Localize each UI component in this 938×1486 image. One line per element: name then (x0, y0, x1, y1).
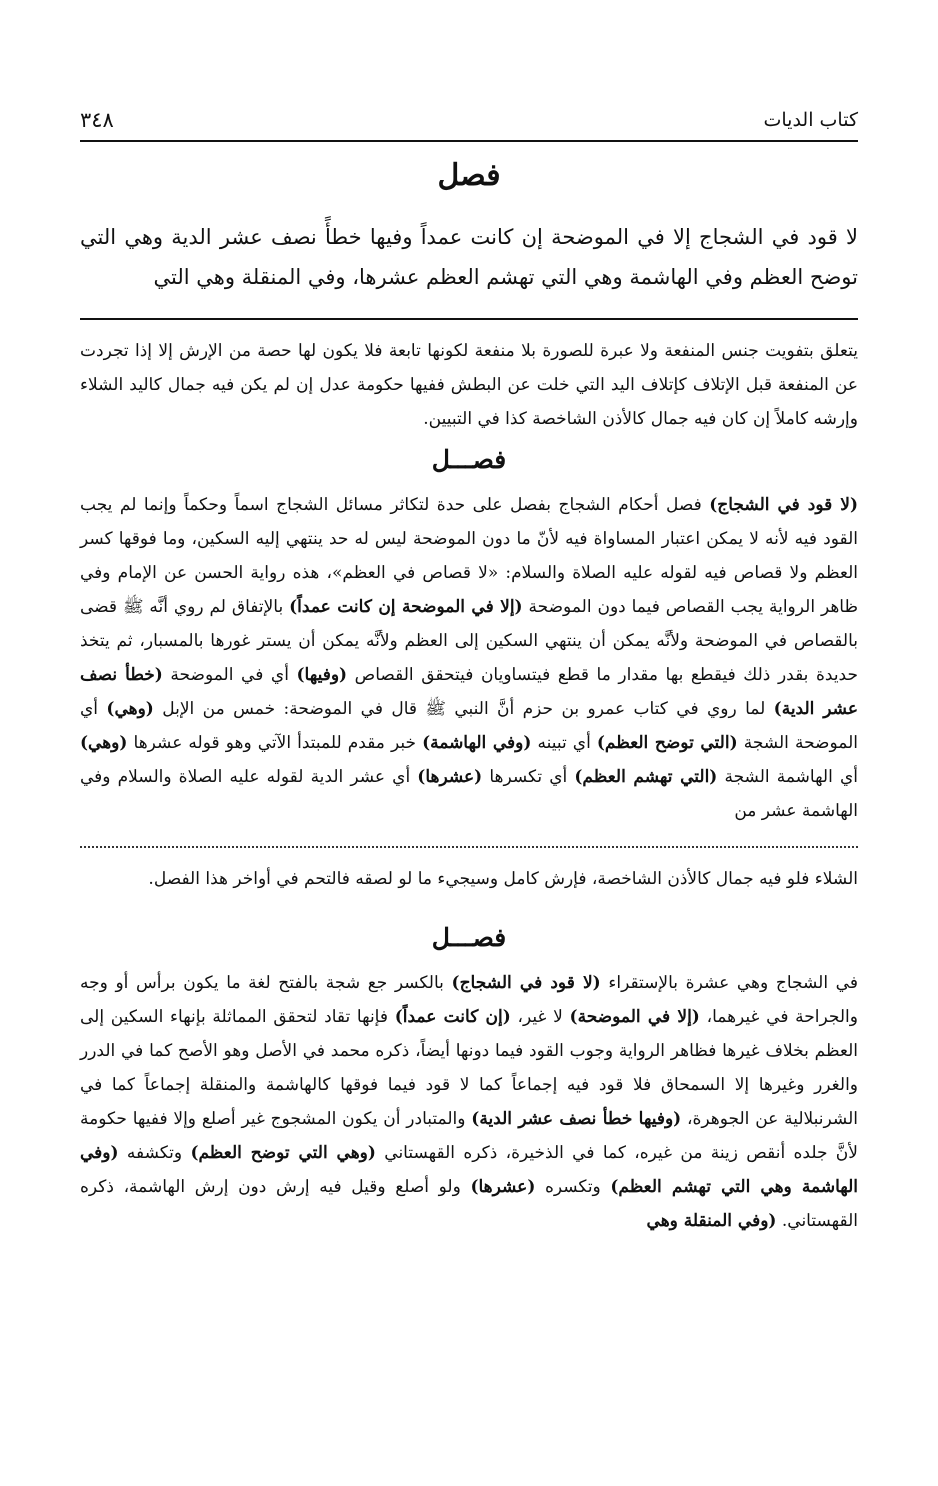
commentary-text: أي الهاشمة الشجة (717, 767, 858, 787)
dotted-divider (80, 846, 858, 848)
gloss-paragraph (80, 966, 858, 1238)
commentary-text: لما روي في كتاب عمرو بن حزم أنَّ النبي ﷺ قال في الموضحة: خمس من الإبل (153, 699, 774, 719)
quoted-phrase: (لا قود في الشجاج) (451, 973, 601, 993)
commentary-text: أي عشر الدية لقوله عليه الصلاة والسلام وفي الهاشمة عشر من (80, 767, 858, 821)
quoted-phrase: (التي تهشم العظم) (574, 767, 718, 787)
page-number: ٣٤٨ (80, 108, 114, 132)
gloss-text: بالكسر جع شجة بالفتح لغة ما يكون برأس أو وجه والجراحة في غيرهما، (80, 973, 858, 1027)
commentary-text: أي تكسرها (482, 767, 575, 787)
quoted-phrase: (عشرها) (470, 1177, 536, 1197)
gloss-text: في الشجاج وهي عشرة بالإستقراء (600, 973, 858, 993)
main-text-divider (80, 318, 858, 320)
quoted-phrase: (وهي) (106, 699, 154, 719)
gloss-text: ولو أصلع وقيل فيه إرش دون إرش الهاشمة، ذكره القهستاني. (80, 1177, 858, 1231)
commentary-text: أي تبينه (531, 733, 597, 753)
footnote-text: الشلاء فلو فيه جمال كالأذن الشاخصة، فإرش كامل وسيجيء ما لو لصقه فالتحم في أواخر هذا الفصل. (148, 869, 858, 889)
quoted-phrase: (خطأ نصف عشر الدية) (80, 665, 858, 719)
quoted-phrase: (وفي الهاشمة وهي التي تهشم العظم) (80, 1143, 858, 1197)
gloss-text: لا غير، (510, 1007, 570, 1027)
section-heading-commentary: فصـــل (431, 445, 507, 474)
commentary-text: أي الموضحة الشجة (80, 699, 858, 753)
quoted-phrase: (إلا في الموضحة إن كانت عمداً) (289, 597, 523, 617)
commentary-text: فصل أحكام الشجاج بفصل على حدة لتكاثر مسائل الشجاج اسماً وحكماً وإنما لم يجب القود فيه لأنه لا يمكن اعتبار المساواة فيه لأنّ ما دون الموضحة ليس له حد ينتهي إليه السكين، وما فوقها كسر العظم ولا قصاص فيه لقوله عليه الصلاة والسلام: «لا قصاص في العظم»، هذه رواية الحسن عن الإمام وفي ظاهر الرواية يجب القصاص فيما دون الموضحة (80, 495, 859, 617)
footnote-continued: يتعلق بتفويت جنس المنفعة ولا عبرة للصورة بلا منفعة لكونها تابعة فلا يكون لها حصة من الإرش إلا إذا تجردت عن المنفعة قبل الإتلاف كإتلاف اليد التي خلت عن البطش ففيها حكومة عدل إن لم يكن فيه جمال كاليد الشلاء وإرشه كاملاً إن كان فيه جمال كالأذن الشاخصة كذا في التبيين. (80, 341, 858, 429)
commentary-text: خبر مقدم للمبتدأ الآتي وهو قوله عشرها (127, 733, 423, 753)
book-page (80, 100, 858, 1238)
quoted-phrase: (لا قود في الشجاج) (709, 495, 858, 515)
gloss-text: وتكشفه (118, 1143, 191, 1163)
page-header (80, 100, 858, 142)
quoted-phrase: (وهي) (80, 733, 128, 753)
gloss-text: فإنها تقاد لتحقق المماثلة بإنهاء السكين إلى العظم بخلاف غيرها فظاهر الرواية وجوب القود فيما دونها أيضاً، ذكره محمد في الأصل وهو الأصح كما في الدرر والغرر وغيرها إلا السمحاق فلا قود فيه إجماعاً كما لا قود فيما فوقها كالهاشمة والمنقلة إجماعاً كما في الشرنبلالية عن الجوهرة، (80, 1007, 858, 1129)
commentary-text: بالإتفاق لم روي أنَّه ﷺ قضى بالقصاص في الموضحة ولأنَّه يمكن أن ينتهي السكين إلى العظم ولأنَّه يمكن أن يستر غورها بالمسبار، ثم يتخذ حديدة بقدر ذلك فيقطع بها مقدار ما قطع فيتساويان فيتحقق القصاص (80, 597, 858, 685)
quoted-phrase: (وفيها خطأ نصف عشر الدية) (471, 1109, 682, 1129)
commentary-paragraph (80, 488, 858, 828)
quoted-phrase: (وفيها) (296, 665, 348, 685)
section-heading-gloss: فصـــل (431, 923, 507, 952)
quoted-phrase: (عشرها) (417, 767, 483, 787)
commentary-text: أي في الموضحة (162, 665, 297, 685)
book-title: كتاب الديات (763, 109, 858, 131)
quoted-phrase: (إن كانت عمداً) (394, 1007, 511, 1027)
gloss-text: والمتبادر أن يكون المشجوج غير أصلع وإلا ففيها حكومة لأنَّ جلده أنقص زينة من غيره، كما في الذخيرة، ذكره القهستاني (80, 1109, 858, 1163)
quoted-phrase: (إلا في الموضحة) (569, 1007, 700, 1027)
section-heading-main: فصل (437, 158, 501, 193)
gloss-text: وتكسره (535, 1177, 611, 1197)
main-text: لا قود في الشجاج إلا في الموضحة إن كانت عمداً وفيها خطأً نصف عشر الدية وهي التي توضح العظم وفي الهاشمة وهي التي تهشم العظم عشرها، وفي المنقلة وهي التي (80, 225, 858, 289)
quoted-phrase: (وفي الهاشمة) (422, 733, 532, 753)
quoted-phrase: (التي توضح العظم) (596, 733, 738, 753)
quoted-phrase: (وهي التي توضح العظم) (190, 1143, 376, 1163)
quoted-phrase: (وفي المنقلة وهي (646, 1211, 777, 1231)
